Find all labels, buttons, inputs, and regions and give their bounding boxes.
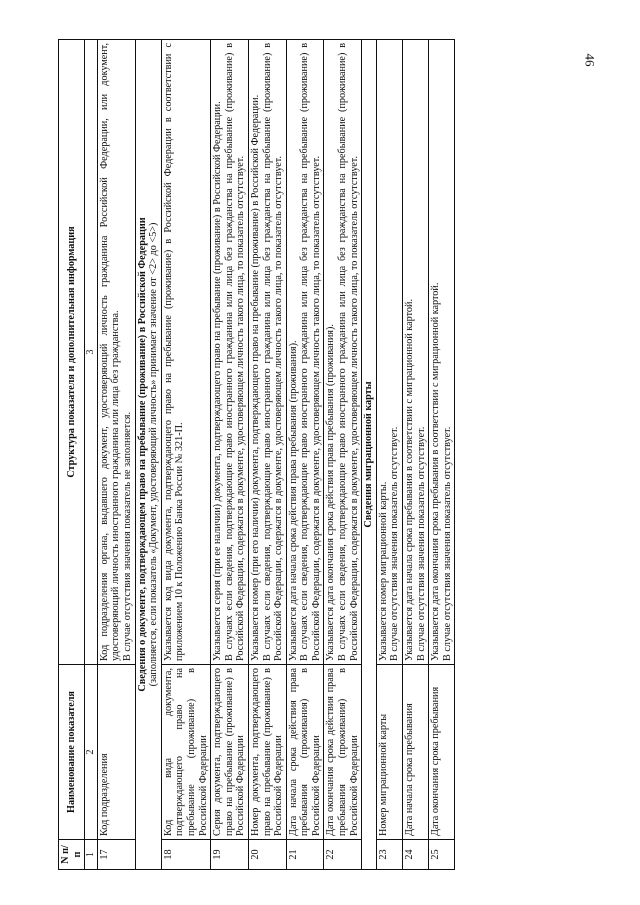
description-paragraph: Указывается номер миграционной карты. (377, 481, 389, 661)
table-header-row (59, 40, 85, 870)
table-body (97, 40, 455, 870)
table-column-numbers-row (85, 40, 98, 870)
description-paragraph: В случаях если сведения, подтверждающие право иностранного гражданина или лица без гражданства на пребывание (проживание) в Российской Федерации, содержатся в документе, удостоверяющем личность такого лица, то показатель отсутствует. (261, 43, 285, 661)
row-number: 19 (211, 840, 249, 870)
section-header-row (135, 40, 161, 870)
row-number: 21 (286, 840, 324, 870)
section-title-text: Сведения миграционной карты (363, 381, 375, 528)
header-structure: Структура показателя и дополнительная информация (59, 40, 85, 665)
column-number-2: 2 (85, 665, 98, 840)
row-indicator-name: Номер документа, подтверждающего право на пребывание (проживание) в Российской Федерации (248, 665, 286, 840)
table-row (211, 40, 249, 870)
row-description (429, 40, 455, 665)
row-indicator-name: Код подразделения (97, 665, 135, 840)
table-row (161, 40, 210, 870)
row-number: 25 (429, 840, 455, 870)
description-paragraph: В случае отсутствия значения показатель отсутствует. (389, 426, 401, 661)
section-title (135, 40, 161, 870)
indicator-table (58, 39, 455, 870)
description-paragraph: Указывается дата окончания срока пребывания в соответствии с миграционной картой. (430, 282, 442, 661)
row-indicator-name: Дата окончания срока пребывания (429, 665, 455, 840)
row-description (286, 40, 324, 665)
description-paragraph: Указывается дата начала срока пребывания в соответствии с миграционной картой. (404, 298, 416, 661)
table-row (324, 40, 362, 870)
row-indicator-name: Дата начала срока действия права пребывания (проживания) в Российской Федерации (286, 665, 324, 840)
row-indicator-name: Дата начала срока пребывания (403, 665, 429, 840)
column-number-1: 1 (85, 840, 98, 870)
row-number: 18 (161, 840, 210, 870)
description-paragraph: Указывается номер (при его наличии) документа, подтверждающего право на пребывание (проживание) в Российской Федерации. (249, 94, 261, 661)
description-paragraph: Указывается серия (при ее наличии) документа, подтверждающего право на пребывание (проживание) в Российской Федерации. (212, 101, 224, 661)
header-indicator-name: Наименование показателя (59, 665, 85, 840)
table-row (376, 40, 402, 870)
description-paragraph: В случаях если сведения, подтверждающие право иностранного гражданина или лица без гражданства на пребывание (проживание) в Российской Федерации, содержатся в документе, удостоверяющем личность такого лица, то показатель отсутствует. (337, 43, 360, 661)
description-paragraph: Указывается код вида документа, подтверждающего право на пребывание (проживание) в Российской Федерации в соответствии с приложением 10 к Положению Банка России № 321-П. (162, 43, 186, 661)
row-description (376, 40, 402, 665)
row-indicator-name: Номер миграционной карты (376, 665, 402, 840)
section-title (362, 40, 377, 870)
row-description (211, 40, 249, 665)
description-paragraph: В случае отсутствия значения показатель не заполняется. (121, 411, 133, 661)
row-number: 17 (97, 840, 135, 870)
row-indicator-name: Дата окончания срока действия права пребывания (проживания) в Российской Федерации (324, 665, 362, 840)
description-paragraph: В случаях если сведения, подтверждающие право иностранного гражданина или лица без гражданства на пребывание (проживание) в Российской Федерации, содержатся в документе, удостоверяющем личность такого лица, то показатель отсутствует. (299, 43, 322, 661)
section-header-row (362, 40, 377, 870)
description-paragraph: Код подразделения органа, выдавшего документ, удостоверяющий личность гражданина Российской Федерации, или документ, удостоверяющий личность иностранного гражданина или лица без гражданства. (98, 43, 122, 661)
row-number: 22 (324, 840, 362, 870)
row-description (403, 40, 429, 665)
table-row (403, 40, 429, 870)
row-description (248, 40, 286, 665)
section-subtitle-text: (заполняется, если показатель «Документ, удостоверяющий личность» принимает значение от <2> до <5>) (148, 222, 160, 687)
description-paragraph: В случае отсутствия значения показатель отсутствует. (441, 426, 453, 661)
row-number: 24 (403, 840, 429, 870)
description-paragraph: В случаях если сведения, подтверждающие право иностранного гражданина или лица без гражданства на пребывание (проживание) в Российской Федерации, содержатся в документе, удостоверяющем личность такого лица, то показатель отсутствует. (223, 43, 247, 661)
table-row (97, 40, 135, 870)
row-indicator-name: Код вида документа, подтверждающего право на пребывание (проживание) в Российской Федерации (161, 665, 210, 840)
row-description (324, 40, 362, 665)
table-row (248, 40, 286, 870)
row-indicator-name: Серия документа, подтверждающего право на пребывание (проживание) в Российской Федерации (211, 665, 249, 840)
table-row (429, 40, 455, 870)
description-paragraph: Указывается дата начала срока действия права пребывания (проживания). (287, 340, 299, 661)
header-number: N п/п (59, 840, 85, 870)
row-number: 20 (248, 840, 286, 870)
page-number: 46 (582, 53, 598, 67)
description-paragraph: Указывается дата окончания срока действия права пребывания (проживания). (325, 324, 337, 661)
row-number: 23 (376, 840, 402, 870)
table-row (286, 40, 324, 870)
rotated-document-table (58, 40, 608, 870)
row-description (161, 40, 210, 665)
section-title-text: Сведения о документе, подтверждающем право на пребывание (проживание) в Российской Федерации (136, 217, 148, 692)
description-paragraph: В случае отсутствия значения показатель отсутствует. (415, 426, 427, 661)
column-number-3: 3 (85, 40, 98, 665)
row-description (97, 40, 135, 665)
